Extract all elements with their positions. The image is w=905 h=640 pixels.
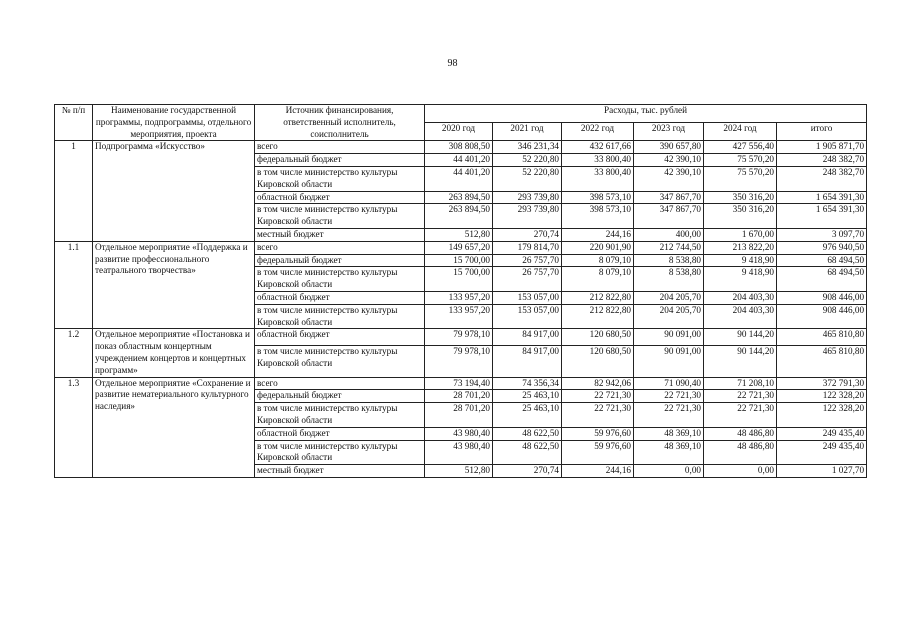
year-value-cell: 48 486,80 [704,440,777,465]
funding-source: областной бюджет [255,291,425,304]
funding-source: местный бюджет [255,228,425,241]
year-value-cell: 347 867,70 [634,204,704,229]
year-value-cell: 48 622,50 [493,427,562,440]
year-value-cell: 120 680,50 [562,329,634,345]
year-value-cell: 204 403,30 [704,291,777,304]
year-value-cell: 59 976,60 [562,427,634,440]
year-value-cell: 43 980,40 [425,440,493,465]
year-value-cell: 42 390,10 [634,154,704,167]
year-value-cell: 82 942,06 [562,377,634,390]
year-value-cell: 133 957,20 [425,291,493,304]
year-value-cell: 84 917,00 [493,329,562,345]
year-value-cell: 25 463,10 [493,390,562,403]
total-cell: 248 382,70 [777,166,867,191]
year-value-cell: 71 090,40 [634,377,704,390]
funding-source: федеральный бюджет [255,154,425,167]
year-value-cell: 90 091,00 [634,345,704,377]
year-value-cell: 8 079,10 [562,267,634,292]
year-value-cell: 120 680,50 [562,345,634,377]
year-value-cell: 48 486,80 [704,427,777,440]
total-cell: 465 810,80 [777,345,867,377]
total-cell: 976 940,50 [777,241,867,254]
section-number: 1.2 [55,329,93,377]
total-cell: 1 027,70 [777,465,867,478]
year-value-cell: 42 390,10 [634,166,704,191]
year-value-cell: 427 556,40 [704,141,777,154]
year-value-cell: 347 867,70 [634,191,704,204]
year-value-cell: 59 976,60 [562,440,634,465]
year-value-cell: 9 418,90 [704,267,777,292]
total-cell: 372 791,30 [777,377,867,390]
total-cell: 122 328,20 [777,390,867,403]
header-total: итого [777,123,867,141]
year-value-cell: 263 894,50 [425,204,493,229]
year-value-cell: 22 721,30 [704,403,777,428]
total-cell: 68 494,50 [777,254,867,267]
funding-source: областной бюджет [255,191,425,204]
year-value-cell: 44 401,20 [425,166,493,191]
funding-source: всего [255,377,425,390]
year-value-cell: 398 573,10 [562,191,634,204]
section-name: Отдельное мероприятие «Сохранение и развитие нематериального культурного наследия» [93,377,255,477]
year-value-cell: 90 144,20 [704,345,777,377]
year-value-cell: 308 808,50 [425,141,493,154]
year-value-cell: 22 721,30 [562,403,634,428]
year-value-cell: 84 917,00 [493,345,562,377]
year-value-cell: 213 822,20 [704,241,777,254]
funding-source: всего [255,241,425,254]
year-value-cell: 212 744,50 [634,241,704,254]
year-value-cell: 90 091,00 [634,329,704,345]
year-value-cell: 71 208,10 [704,377,777,390]
year-value-cell: 0,00 [634,465,704,478]
funding-source: в том числе министерство культуры Кировской области [255,403,425,428]
year-value-cell: 390 657,80 [634,141,704,154]
section-number: 1.1 [55,241,93,329]
year-value-cell: 346 231,34 [493,141,562,154]
year-value-cell: 90 144,20 [704,329,777,345]
funding-source: в том числе министерство культуры Кировской области [255,304,425,329]
year-value-cell: 9 418,90 [704,254,777,267]
year-value-cell: 398 573,10 [562,204,634,229]
year-value-cell: 149 657,20 [425,241,493,254]
funding-source: в том числе министерство культуры Кировской области [255,267,425,292]
year-value-cell: 79 978,10 [425,329,493,345]
year-value-cell: 33 800,40 [562,166,634,191]
header-year: 2021 год [493,123,562,141]
header-row [55,105,867,123]
header-source: Источник финансирования, ответственный исполнитель, соисполнитель [255,105,425,141]
funding-source: всего [255,141,425,154]
header-year: 2024 год [704,123,777,141]
total-cell: 68 494,50 [777,267,867,292]
year-value-cell: 52 220,80 [493,154,562,167]
table-row [55,329,867,345]
header-name: Наименование государственной программы, подпрограммы, отдельного мероприятия, проекта [93,105,255,141]
year-value-cell: 33 800,40 [562,154,634,167]
year-value-cell: 22 721,30 [634,403,704,428]
total-cell: 908 446,00 [777,304,867,329]
year-value-cell: 22 721,30 [634,390,704,403]
year-value-cell: 28 701,20 [425,403,493,428]
year-value-cell: 153 057,00 [493,304,562,329]
year-value-cell: 512,80 [425,228,493,241]
year-value-cell: 26 757,70 [493,267,562,292]
year-value-cell: 204 205,70 [634,304,704,329]
year-value-cell: 244,16 [562,465,634,478]
year-value-cell: 512,80 [425,465,493,478]
year-value-cell: 48 369,10 [634,427,704,440]
year-value-cell: 73 194,40 [425,377,493,390]
year-value-cell: 293 739,80 [493,204,562,229]
funding-source: в том числе министерство культуры Кировской области [255,440,425,465]
year-value-cell: 22 721,30 [562,390,634,403]
funding-source: в том числе министерство культуры Кировской области [255,166,425,191]
year-value-cell: 79 978,10 [425,345,493,377]
table-row [55,241,867,254]
year-value-cell: 48 369,10 [634,440,704,465]
year-value-cell: 350 316,20 [704,204,777,229]
year-value-cell: 74 356,34 [493,377,562,390]
year-value-cell: 244,16 [562,228,634,241]
year-value-cell: 220 901,90 [562,241,634,254]
page-number: 98 [447,58,458,69]
total-cell: 1 654 391,30 [777,191,867,204]
year-value-cell: 15 700,00 [425,254,493,267]
total-cell: 465 810,80 [777,329,867,345]
year-value-cell: 8 538,80 [634,254,704,267]
year-value-cell: 25 463,10 [493,403,562,428]
year-value-cell: 263 894,50 [425,191,493,204]
year-value-cell: 22 721,30 [704,390,777,403]
year-value-cell: 75 570,20 [704,166,777,191]
year-value-cell: 52 220,80 [493,166,562,191]
year-value-cell: 26 757,70 [493,254,562,267]
year-value-cell: 8 538,80 [634,267,704,292]
header-year: 2022 год [562,123,634,141]
funding-source: областной бюджет [255,329,425,345]
section-number: 1.3 [55,377,93,477]
section-number: 1 [55,141,93,241]
total-cell: 122 328,20 [777,403,867,428]
total-cell: 1 905 871,70 [777,141,867,154]
funding-source: в том числе министерство культуры Кировской области [255,204,425,229]
year-value-cell: 8 079,10 [562,254,634,267]
header-no: № п/п [55,105,93,141]
year-value-cell: 179 814,70 [493,241,562,254]
year-value-cell: 75 570,20 [704,154,777,167]
year-value-cell: 204 403,30 [704,304,777,329]
year-value-cell: 293 739,80 [493,191,562,204]
section-name: Отдельное мероприятие «Постановка и показ областным концертным учреждением концертов и концертных программ» [93,329,255,377]
funding-source: местный бюджет [255,465,425,478]
total-cell: 908 446,00 [777,291,867,304]
year-value-cell: 270,74 [493,228,562,241]
header-year: 2020 год [425,123,493,141]
total-cell: 249 435,40 [777,440,867,465]
year-value-cell: 133 957,20 [425,304,493,329]
year-value-cell: 15 700,00 [425,267,493,292]
year-value-cell: 350 316,20 [704,191,777,204]
year-value-cell: 212 822,80 [562,304,634,329]
year-value-cell: 1 670,00 [704,228,777,241]
section-name: Подпрограмма «Искусство» [93,141,255,241]
total-cell: 249 435,40 [777,427,867,440]
funding-source: федеральный бюджет [255,254,425,267]
year-value-cell: 270,74 [493,465,562,478]
year-value-cell: 43 980,40 [425,427,493,440]
year-value-cell: 153 057,00 [493,291,562,304]
funding-source: областной бюджет [255,427,425,440]
year-value-cell: 28 701,20 [425,390,493,403]
funding-source: в том числе министерство культуры Кировской области [255,345,425,377]
year-value-cell: 212 822,80 [562,291,634,304]
year-value-cell: 44 401,20 [425,154,493,167]
year-value-cell: 204 205,70 [634,291,704,304]
year-value-cell: 48 622,50 [493,440,562,465]
total-cell: 1 654 391,30 [777,204,867,229]
year-value-cell: 432 617,66 [562,141,634,154]
header-year: 2023 год [634,123,704,141]
total-cell: 3 097,70 [777,228,867,241]
funding-source: федеральный бюджет [255,390,425,403]
year-value-cell: 400,00 [634,228,704,241]
table-body [55,141,867,478]
year-value-cell: 0,00 [704,465,777,478]
header-expenses: Расходы, тыс. рублей [425,105,867,123]
total-cell: 248 382,70 [777,154,867,167]
budget-table [54,104,867,478]
table-row [55,377,867,390]
section-name: Отдельное мероприятие «Поддержка и развитие профессионального театрального творчества» [93,241,255,329]
table-row [55,141,867,154]
